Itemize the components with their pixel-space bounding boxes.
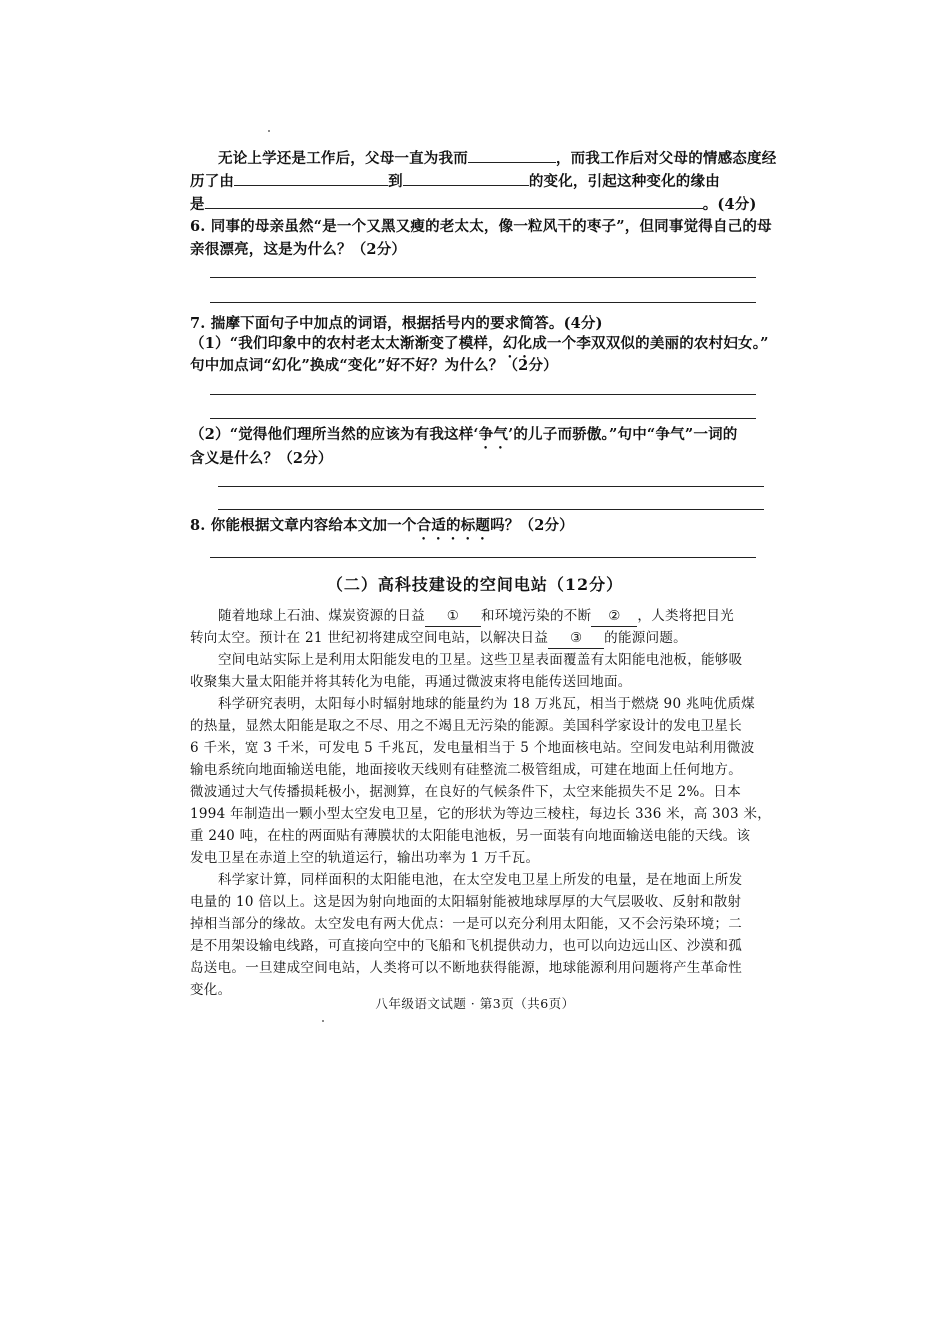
answer-line[interactable] [218, 509, 764, 510]
q5-line-3 [190, 194, 757, 215]
scan-speck [268, 130, 270, 132]
article-line: 变化。 [190, 982, 232, 998]
emphasized-word: 合适的标题 [416, 517, 491, 534]
answer-line[interactable] [218, 486, 764, 487]
fill-blank-1[interactable]: ① [425, 606, 481, 627]
q6-line-2: 亲很漂亮，这是为什么？（2分） [190, 241, 407, 258]
answer-blank[interactable] [468, 148, 556, 163]
emphasized-word: 争气 [478, 426, 509, 443]
q5-text-a: 无论上学还是工作后，父母一直为我而 [218, 150, 468, 167]
q5-text-f: 是 [190, 196, 205, 213]
article-line: 是不用架设输电线路，可直接向空中的飞船和飞机提供动力，也可以向边远山区、沙漠和孤 [190, 938, 742, 954]
q8-text-end: 吗？（2分） [490, 517, 574, 534]
scan-speck [322, 1020, 324, 1022]
q8-question [190, 516, 574, 543]
article-line: 空间电站实际上是利用太阳能发电的卫星。这些卫星表面覆盖有太阳能电池板，能够吸 [218, 652, 743, 668]
answer-blank[interactable] [403, 171, 529, 186]
answer-line[interactable] [210, 394, 756, 395]
q7-s1-text: （1）“我们印象中的农村老太太渐渐变了模样， [190, 335, 503, 352]
answer-blank[interactable] [234, 171, 388, 186]
article-text: 和环境污染的不断 [481, 608, 592, 624]
q6-line-1: 6. 同事的母亲虽然“是一个又黑又瘦的老太太，像一粒风干的枣子”，但同事觉得自己的母 [190, 218, 772, 235]
answer-blank[interactable] [205, 194, 703, 209]
q7-sentence-2 [190, 425, 738, 452]
q7-question-1: 句中加点词“幻化”换成“变化”好不好？为什么？（2分） [190, 357, 558, 374]
q7-s2-text: （2）“觉得他们理所当然的应该为有我这样‘ [190, 426, 479, 443]
article-line: 科学研究表明，太阳每小时辐射地球的能量约为 18 万兆瓦，相当于燃烧 90 兆吨优质煤 [218, 696, 755, 712]
article-text: 的能源问题。 [604, 630, 687, 646]
q7-question-2: 含义是什么？（2分） [190, 450, 333, 467]
section-title: （二）高科技建设的空间电站（12分） [326, 575, 624, 594]
q5-text-e: 的变化，引起这种变化的缘由 [528, 173, 720, 190]
article-line: 岛送电。一旦建成空间电站，人类将可以不断地获得能源，地球能源利用问题将产生革命性 [190, 960, 742, 976]
q8-text: 8. 你能根据文章内容给本文加一个 [190, 517, 417, 534]
answer-line[interactable] [210, 302, 756, 303]
article-text: 随着地球上石油、煤炭资源的日益 [218, 608, 425, 624]
article-line: 1994 年制造出一颗小型太空发电卫星，它的形状为等边三棱柱，每边长 336 米，高 303 米， [190, 806, 772, 822]
q5-line-1 [218, 148, 776, 169]
article-line: 微波通过大气传播损耗极小，据测算，在良好的气候条件下，太空来能损失不足 2%。日本 [190, 784, 742, 800]
q7-s1-text-end: 成一个李双双似的美丽的农村妇女。” [532, 335, 769, 352]
article-line: 电量的 10 倍以上。这是因为射向地面的太阳辐射能被地球厚厚的大气层吸收、反射和散射 [190, 894, 742, 910]
answer-line[interactable] [210, 418, 756, 419]
article-line: 输电系统向地面输送电能，地面接收天线则有硅整流二极管组成，可建在地面上任何地方。 [190, 762, 742, 778]
article-text: ，人类将把目光 [637, 608, 735, 624]
fill-blank-3[interactable]: ③ [548, 628, 604, 649]
q5-line-2 [190, 171, 720, 192]
q5-text-c: 历了由 [190, 173, 235, 190]
article-line: 的热量，显然太阳能是取之不尽、用之不竭且无污染的能源。美国科学家设计的发电卫星长 [190, 718, 742, 734]
article-line: 6 千米，宽 3 千米，可发电 5 千兆瓦，发电量相当于 5 个地面核电站。空间发电站利用微波 [190, 740, 755, 756]
fill-blank-2[interactable]: ② [591, 606, 637, 627]
article-line [218, 606, 734, 627]
q5-text-b: ，而我工作后对父母的情感态度经 [555, 150, 777, 167]
article-line: 科学家计算，同样面积的太阳能电池，在太空发电卫星上所发的电量，是在地面上所发 [218, 872, 743, 888]
q5-score: 。(4分) [702, 196, 757, 213]
page-footer: 八年级语文试题 · 第3页（共6页） [375, 996, 575, 1011]
q7-s2-text-end: ’的儿子而骄傲。”句中“争气”一词的 [508, 426, 738, 443]
article-line: 重 240 吨，在柱的两面贴有薄膜状的太阳能电池板，另一面装有向地面输送电能的天线。该 [190, 828, 751, 844]
article-line: 掉相当部分的缘故。太空发电有两大优点：一是可以充分利用太阳能，又不会污染环境；二 [190, 916, 742, 932]
article-line [190, 628, 687, 649]
article-line: 发电卫星在赤道上空的轨道运行，输出功率为 1 万千瓦。 [190, 850, 540, 866]
article-text: 转向太空。预计在 21 世纪初将建成空间电站，以解决日益 [190, 630, 549, 646]
answer-line[interactable] [210, 557, 756, 558]
emphasized-word: 幻化 [502, 335, 533, 352]
article-line: 收聚集大量太阳能并将其转化为电能，再通过微波束将电能传送回地面。 [190, 674, 632, 690]
q5-text-d: 到 [388, 173, 403, 190]
answer-line[interactable] [210, 277, 756, 278]
q7-heading: 7. 揣摩下面句子中加点的词语，根据括号内的要求简答。(4分) [190, 315, 603, 332]
